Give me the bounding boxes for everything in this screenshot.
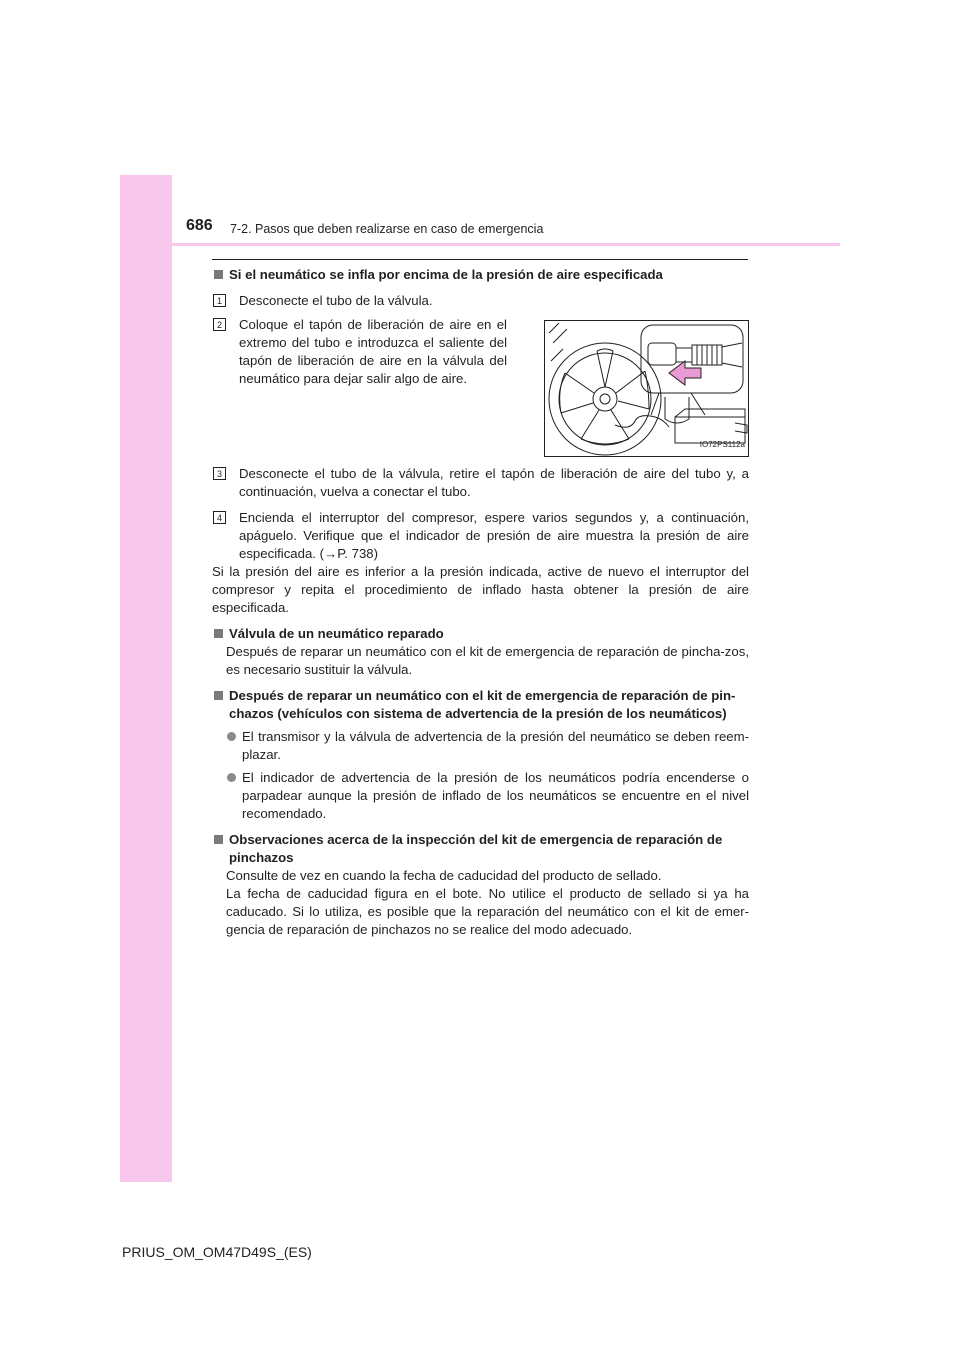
step-number: 2: [213, 318, 226, 331]
page-number: 686: [186, 217, 213, 234]
step-3: [212, 465, 749, 501]
paragraph: La fecha de caducidad figura en el bote. No utilice el producto de sellado si ya ha caducado. Si lo utiliza, es posible que la reparación del neumático con el kit de emer-gencia de reparación de pinchazos no se realice del modo adecuado.: [226, 886, 749, 937]
step-number: 4: [213, 511, 226, 524]
square-bullet-icon: [214, 691, 223, 700]
list-item: El transmisor y la válvula de advertencia de la presión del neumático se deben reem-plazar.: [227, 728, 749, 764]
section-heading: Observaciones acerca de la inspección del kit de emergencia de reparación de pinchazos: [212, 831, 749, 867]
list-item: El indicador de advertencia de la presión de los neumáticos podría encenderse o parpadear aunque la presión de inflado de los neumáticos se encuentre en el nivel recomendado.: [227, 769, 749, 823]
header-rule: [120, 243, 840, 246]
step-text: Coloque el tapón de liberación de aire en el extremo del tubo e introduzca el saliente del tapón de liberación de aire en la válvula del neumático para dejar salir algo de aire.: [239, 317, 507, 386]
step-number: 1: [213, 294, 226, 307]
step-text: Encienda el interruptor del compresor, espere varios segundos y, a continuación, apáguelo. Verifique que el indicador de presión de aire muestra la presión de aire especificada. (→P. 738): [239, 510, 749, 561]
step-2-row: [212, 316, 749, 457]
section-heading: Después de reparar un neumático con el kit de emergencia de reparación de pin-chazos (vehículos con sistema de advertencia de la presión de los neumáticos): [212, 687, 749, 723]
square-bullet-icon: [214, 835, 223, 844]
figure-code: IO72PS112a: [699, 440, 745, 449]
footer-code: PRIUS_OM_OM47D49S_(ES): [122, 1244, 312, 1260]
step-note: Si la presión del aire es inferior a la presión indicada, active de nuevo el interruptor del compresor y repita el procedimiento de inflado hasta obtener la presión de aire especificada.: [212, 564, 749, 615]
square-bullet-icon: [214, 270, 223, 279]
circle-bullet-icon: [227, 732, 236, 741]
paragraph: Consulte de vez en cuando la fecha de caducidad del producto de sellado.: [226, 868, 662, 883]
step-text: Desconecte el tubo de la válvula.: [239, 293, 433, 308]
circle-bullet-icon: [227, 773, 236, 782]
step-1: [212, 292, 749, 310]
section-heading: Si el neumático se infla por encima de la presión de aire especificada: [212, 266, 749, 284]
chapter-title: 7-2. Pasos que deben realizarse en caso de emergencia: [230, 222, 544, 236]
square-bullet-icon: [214, 629, 223, 638]
page-content: [212, 266, 749, 939]
step-number: 3: [213, 467, 226, 480]
side-color-band: [120, 175, 172, 1182]
content-divider: [212, 259, 748, 260]
step-text: Desconecte el tubo de la válvula, retire el tapón de liberación de aire del tubo y, a continuación, vuelva a conectar el tubo.: [239, 466, 749, 499]
step-4: [212, 509, 749, 563]
paragraph: Después de reparar un neumático con el kit de emergencia de reparación de pincha-zos, es necesario sustituir la válvula.: [226, 644, 749, 677]
section-heading: Válvula de un neumático reparado: [212, 625, 749, 643]
tire-valve-figure: [544, 320, 749, 457]
